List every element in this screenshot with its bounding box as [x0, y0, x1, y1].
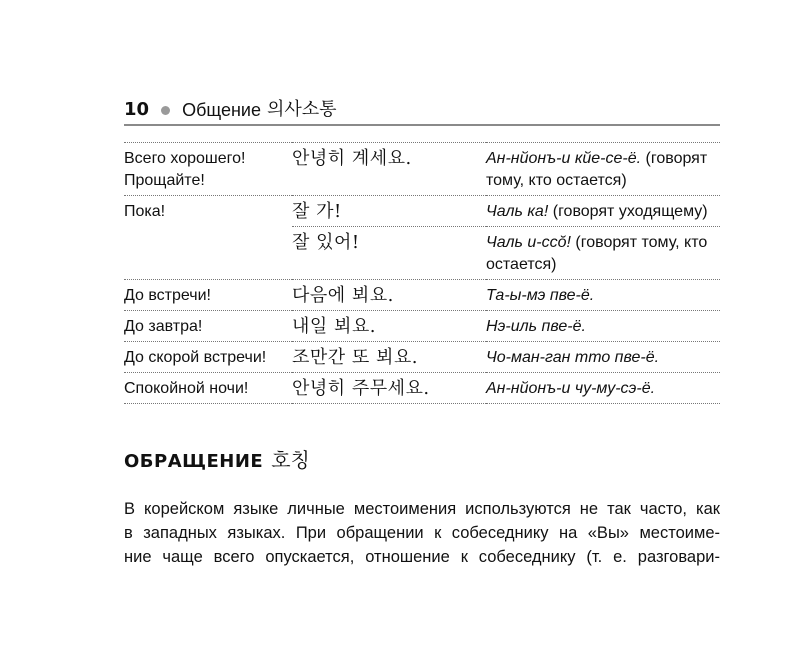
phrase-transcription — [486, 227, 720, 280]
transcription-text: Чаль ка! — [486, 203, 549, 220]
phrase-row — [124, 342, 720, 373]
phrase-russian — [124, 143, 292, 196]
paragraph-line: в западных языках. При обращении к собеседнику на «Вы» местоиме- — [124, 524, 720, 542]
transcription-text: Чаль и-ссŏ! — [486, 234, 571, 251]
transcription-text: Нэ-иль пве-ё. — [486, 318, 586, 335]
phrase-russian-line: Прощайте! — [124, 172, 205, 189]
phrase-russian — [124, 342, 292, 373]
phrase-korean: 다음에 뵈요. — [292, 280, 486, 311]
phrase-russian-line: До встречи! — [124, 287, 211, 304]
section-title: ОБРАЩЕНИЕ — [124, 451, 264, 472]
paragraph-line: ние чаще всего опускается, отношение к собеседнику (т. е. разговари- — [124, 548, 720, 566]
phrase-transcription — [486, 311, 720, 342]
phrase-russian-line: До скорой встречи! — [124, 349, 267, 366]
usage-note: (говорят тому, кто остается) — [486, 234, 708, 273]
usage-note: (говорят тому, кто остается) — [486, 150, 708, 189]
phrase-table — [124, 142, 720, 404]
phrase-korean: 내일 뵈요. — [292, 311, 486, 342]
phrase-russian-line: До завтра! — [124, 318, 203, 335]
transcription-text: Ан-нйонъ-и кйе-се-ё. — [486, 150, 642, 167]
phrase-russian — [124, 227, 292, 280]
phrase-transcription — [486, 342, 720, 373]
phrase-korean: 잘 있어! — [292, 227, 486, 280]
running-header — [124, 98, 720, 126]
phrase-russian-line: Спокойной ночи! — [124, 380, 249, 397]
transcription-text: Чо-ман-ган тто пве-ё. — [486, 349, 660, 366]
phrase-russian — [124, 280, 292, 311]
page-number: 10 — [124, 99, 150, 120]
phrase-korean: 안녕히 계세요. — [292, 143, 486, 196]
phrase-korean: 안녕히 주무세요. — [292, 373, 486, 404]
phrase-russian — [124, 373, 292, 404]
phrase-row — [124, 280, 720, 311]
phrase-russian-line: Всего хорошего! — [124, 150, 246, 167]
phrase-row — [124, 311, 720, 342]
phrase-korean: 잘 가! — [292, 196, 486, 227]
paragraph-line: В корейском языке личные местоимения используются не так часто, как — [124, 500, 720, 518]
phrase-row — [124, 196, 720, 227]
chapter-title-korean: 의사소통 — [267, 99, 337, 120]
bullet-dot-icon — [161, 106, 170, 115]
transcription-text: Та-ы-мэ пве-ё. — [486, 287, 595, 304]
section-heading — [124, 447, 310, 475]
phrase-row — [124, 143, 720, 196]
transcription-text: Ан-нйонъ-и чу-му-сэ-ё. — [486, 380, 656, 397]
phrase-row — [124, 227, 720, 280]
usage-note: (говорят уходящему) — [552, 203, 708, 220]
phrase-transcription — [486, 143, 720, 196]
phrase-russian-line: Пока! — [124, 203, 166, 220]
body-paragraph — [124, 497, 720, 569]
phrase-transcription — [486, 373, 720, 404]
phrase-russian — [124, 311, 292, 342]
section-title-korean: 호칭 — [271, 448, 310, 472]
phrase-korean: 조만간 또 뵈요. — [292, 342, 486, 373]
phrase-row — [124, 373, 720, 404]
phrase-transcription — [486, 280, 720, 311]
chapter-title: Общение — [182, 100, 261, 120]
phrase-transcription — [486, 196, 720, 227]
phrase-russian — [124, 196, 292, 227]
